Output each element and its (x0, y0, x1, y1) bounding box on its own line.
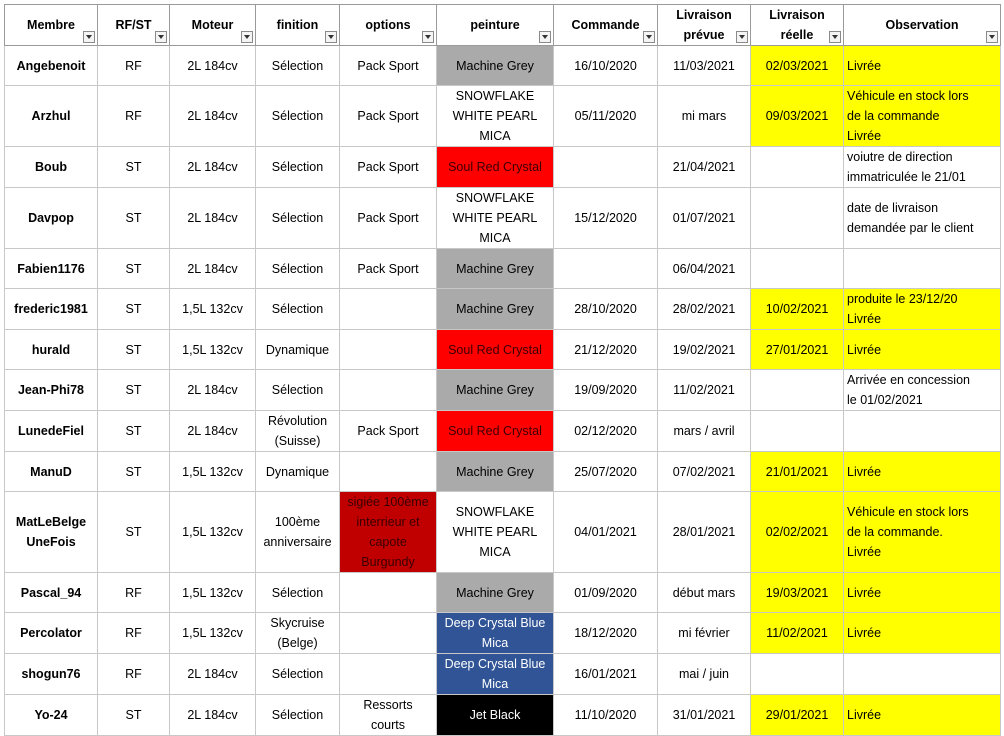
rfst-cell[interactable]: ST (98, 452, 170, 492)
member-cell[interactable]: LunedeFiel (5, 411, 98, 452)
table-row (5, 492, 1001, 573)
header-label: Membre (27, 18, 75, 32)
filter-dropdown-icon[interactable] (986, 31, 998, 43)
member-cell[interactable]: Pascal_94 (5, 573, 98, 613)
actual-delivery-cell[interactable] (751, 411, 844, 452)
options-cell[interactable] (340, 452, 437, 492)
member-cell[interactable]: hurald (5, 330, 98, 370)
rfst-cell[interactable]: ST (98, 188, 170, 249)
observation-cell[interactable]: Livrée (844, 330, 1001, 370)
actual-delivery-cell[interactable]: 11/02/2021 (751, 613, 844, 654)
trim-cell[interactable]: Sélection (256, 370, 340, 411)
trim-cell[interactable]: Sélection (256, 695, 340, 736)
actual-delivery-cell[interactable]: 27/01/2021 (751, 330, 844, 370)
paint-cell[interactable]: SNOWFLAKE WHITE PEARL MICA (437, 492, 554, 573)
member-cell[interactable]: Arzhul (5, 86, 98, 147)
actual-delivery-cell[interactable]: 10/02/2021 (751, 289, 844, 330)
trim-cell[interactable]: Dynamique (256, 330, 340, 370)
trim-cell[interactable]: 100ème anniversaire (256, 492, 340, 573)
paint-cell[interactable]: Deep Crystal Blue Mica (437, 613, 554, 654)
order-date-cell[interactable] (554, 249, 658, 289)
member-cell[interactable]: Fabien1176 (5, 249, 98, 289)
observation-cell[interactable]: voiutre de direction immatriculée le 21/01 (844, 147, 1001, 188)
column-header (340, 5, 437, 46)
paint-cell[interactable]: Jet Black (437, 695, 554, 736)
order-date-cell[interactable]: 04/01/2021 (554, 492, 658, 573)
column-header (844, 5, 1001, 46)
member-cell[interactable]: MatLeBelge UneFois (5, 492, 98, 573)
paint-cell[interactable]: Machine Grey (437, 452, 554, 492)
options-cell[interactable] (340, 573, 437, 613)
observation-cell[interactable]: produite le 23/12/20 Livrée (844, 289, 1001, 330)
member-cell[interactable]: shogun76 (5, 654, 98, 695)
trim-cell[interactable]: Sélection (256, 249, 340, 289)
actual-delivery-cell[interactable]: 21/01/2021 (751, 452, 844, 492)
header-label: finition (276, 18, 319, 32)
planned-delivery-cell[interactable]: 06/04/2021 (658, 249, 751, 289)
member-cell[interactable]: Davpop (5, 188, 98, 249)
planned-delivery-cell[interactable]: 28/02/2021 (658, 289, 751, 330)
table-row (5, 695, 1001, 736)
engine-cell[interactable]: 2L 184cv (170, 188, 256, 249)
order-date-cell[interactable]: 16/10/2020 (554, 46, 658, 86)
trim-cell[interactable]: Sélection (256, 654, 340, 695)
table-row (5, 411, 1001, 452)
order-date-cell[interactable]: 16/01/2021 (554, 654, 658, 695)
paint-cell[interactable]: Machine Grey (437, 573, 554, 613)
header-label: Livraison (769, 8, 825, 22)
header-label: Moteur (191, 18, 234, 32)
paint-cell[interactable]: Machine Grey (437, 370, 554, 411)
engine-cell[interactable]: 1,5L 132cv (170, 613, 256, 654)
observation-cell[interactable] (844, 654, 1001, 695)
engine-cell[interactable]: 1,5L 132cv (170, 289, 256, 330)
paint-cell[interactable]: Machine Grey (437, 289, 554, 330)
column-header (98, 5, 170, 46)
engine-cell[interactable]: 2L 184cv (170, 411, 256, 452)
table-row (5, 654, 1001, 695)
observation-cell[interactable]: Livrée (844, 613, 1001, 654)
filter-dropdown-icon[interactable] (83, 31, 95, 43)
table-row (5, 452, 1001, 492)
member-cell[interactable]: Angebenoit (5, 46, 98, 86)
planned-delivery-cell[interactable]: 11/02/2021 (658, 370, 751, 411)
planned-delivery-cell[interactable]: mi février (658, 613, 751, 654)
rfst-cell[interactable]: ST (98, 330, 170, 370)
planned-delivery-cell[interactable]: mai / juin (658, 654, 751, 695)
engine-cell[interactable]: 2L 184cv (170, 86, 256, 147)
observation-cell[interactable] (844, 249, 1001, 289)
trim-cell[interactable]: Sélection (256, 46, 340, 86)
rfst-cell[interactable]: ST (98, 695, 170, 736)
column-header (658, 5, 751, 46)
filter-dropdown-icon[interactable] (325, 31, 337, 43)
paint-cell[interactable]: Deep Crystal Blue Mica (437, 654, 554, 695)
planned-delivery-cell[interactable]: 31/01/2021 (658, 695, 751, 736)
paint-cell[interactable]: SNOWFLAKE WHITE PEARL MICA (437, 188, 554, 249)
actual-delivery-cell[interactable]: 09/03/2021 (751, 86, 844, 147)
options-cell[interactable]: Ressorts courts (340, 695, 437, 736)
actual-delivery-cell[interactable] (751, 370, 844, 411)
observation-cell[interactable]: Livrée (844, 452, 1001, 492)
table-row (5, 188, 1001, 249)
order-date-cell[interactable]: 11/10/2020 (554, 695, 658, 736)
planned-delivery-cell[interactable]: 21/04/2021 (658, 147, 751, 188)
filter-dropdown-icon[interactable] (736, 31, 748, 43)
paint-cell[interactable]: SNOWFLAKE WHITE PEARL MICA (437, 86, 554, 147)
engine-cell[interactable]: 1,5L 132cv (170, 573, 256, 613)
table-row (5, 46, 1001, 86)
actual-delivery-cell[interactable] (751, 147, 844, 188)
options-cell[interactable]: Pack Sport (340, 249, 437, 289)
rfst-cell[interactable]: RF (98, 86, 170, 147)
table-row (5, 573, 1001, 613)
header-label: Livraison (676, 8, 732, 22)
options-cell[interactable]: Pack Sport (340, 411, 437, 452)
options-cell[interactable]: Pack Sport (340, 46, 437, 86)
filter-dropdown-icon[interactable] (422, 31, 434, 43)
filter-dropdown-icon[interactable] (241, 31, 253, 43)
planned-delivery-cell[interactable]: mi mars (658, 86, 751, 147)
planned-delivery-cell[interactable]: 28/01/2021 (658, 492, 751, 573)
rfst-cell[interactable]: RF (98, 46, 170, 86)
observation-cell[interactable] (844, 411, 1001, 452)
options-cell[interactable]: Pack Sport (340, 86, 437, 147)
order-date-cell[interactable]: 05/11/2020 (554, 86, 658, 147)
actual-delivery-cell[interactable] (751, 249, 844, 289)
paint-cell[interactable]: Soul Red Crystal (437, 147, 554, 188)
column-header (5, 5, 98, 46)
engine-cell[interactable]: 2L 184cv (170, 147, 256, 188)
paint-cell[interactable]: Machine Grey (437, 249, 554, 289)
observation-cell[interactable]: Livrée (844, 695, 1001, 736)
member-cell[interactable]: Percolator (5, 613, 98, 654)
options-cell[interactable]: sigiée 100ème interrieur et capote Burgundy (340, 492, 437, 573)
header-label: prévue (683, 28, 725, 42)
trim-cell[interactable]: Sélection (256, 289, 340, 330)
planned-delivery-cell[interactable]: 11/03/2021 (658, 46, 751, 86)
planned-delivery-cell[interactable]: 19/02/2021 (658, 330, 751, 370)
actual-delivery-cell[interactable]: 02/03/2021 (751, 46, 844, 86)
order-date-cell[interactable]: 15/12/2020 (554, 188, 658, 249)
table-body (5, 46, 1001, 736)
order-date-cell[interactable]: 01/09/2020 (554, 573, 658, 613)
engine-cell[interactable]: 2L 184cv (170, 249, 256, 289)
header-label: options (365, 18, 411, 32)
member-cell[interactable]: Boub (5, 147, 98, 188)
member-cell[interactable]: ManuD (5, 452, 98, 492)
engine-cell[interactable]: 2L 184cv (170, 46, 256, 86)
order-date-cell[interactable]: 02/12/2020 (554, 411, 658, 452)
options-cell[interactable]: Pack Sport (340, 188, 437, 249)
actual-delivery-cell[interactable]: 19/03/2021 (751, 573, 844, 613)
rfst-cell[interactable]: ST (98, 249, 170, 289)
trim-cell[interactable]: Sélection (256, 188, 340, 249)
options-cell[interactable] (340, 330, 437, 370)
options-cell[interactable]: Pack Sport (340, 147, 437, 188)
member-cell[interactable]: frederic1981 (5, 289, 98, 330)
header-label: Observation (885, 18, 959, 32)
header-label: RF/ST (115, 18, 152, 32)
order-date-cell[interactable]: 28/10/2020 (554, 289, 658, 330)
engine-cell[interactable]: 2L 184cv (170, 370, 256, 411)
column-header (751, 5, 844, 46)
filter-dropdown-icon[interactable] (155, 31, 167, 43)
observation-cell[interactable]: Arrivée en concession le 01/02/2021 (844, 370, 1001, 411)
trim-cell[interactable]: Sélection (256, 147, 340, 188)
table-row (5, 147, 1001, 188)
options-cell[interactable] (340, 370, 437, 411)
engine-cell[interactable]: 2L 184cv (170, 695, 256, 736)
filter-dropdown-icon[interactable] (539, 31, 551, 43)
table-row (5, 330, 1001, 370)
planned-delivery-cell[interactable]: 07/02/2021 (658, 452, 751, 492)
observation-cell[interactable]: date de livraison demandée par le client (844, 188, 1001, 249)
table-row (5, 86, 1001, 147)
trim-cell[interactable]: Skycruise (Belge) (256, 613, 340, 654)
rfst-cell[interactable]: ST (98, 289, 170, 330)
header-row (5, 5, 1001, 46)
column-header (256, 5, 340, 46)
rfst-cell[interactable]: RF (98, 613, 170, 654)
planned-delivery-cell[interactable]: début mars (658, 573, 751, 613)
trim-cell[interactable]: Dynamique (256, 452, 340, 492)
options-cell[interactable] (340, 613, 437, 654)
table-row (5, 249, 1001, 289)
actual-delivery-cell[interactable]: 29/01/2021 (751, 695, 844, 736)
filter-dropdown-icon[interactable] (829, 31, 841, 43)
options-cell[interactable] (340, 289, 437, 330)
table-row (5, 289, 1001, 330)
observation-cell[interactable]: Véhicule en stock lors de la commande Livrée (844, 86, 1001, 147)
header-label: Commande (571, 18, 640, 32)
engine-cell[interactable]: 2L 184cv (170, 654, 256, 695)
order-date-cell[interactable]: 18/12/2020 (554, 613, 658, 654)
paint-cell[interactable]: Machine Grey (437, 46, 554, 86)
observation-cell[interactable]: Livrée (844, 46, 1001, 86)
delivery-table (4, 4, 1001, 736)
rfst-cell[interactable]: RF (98, 654, 170, 695)
rfst-cell[interactable]: ST (98, 370, 170, 411)
table-row (5, 613, 1001, 654)
actual-delivery-cell[interactable] (751, 188, 844, 249)
paint-cell[interactable]: Soul Red Crystal (437, 330, 554, 370)
member-cell[interactable]: Yo-24 (5, 695, 98, 736)
rfst-cell[interactable]: ST (98, 147, 170, 188)
trim-cell[interactable]: Sélection (256, 86, 340, 147)
order-date-cell[interactable]: 19/09/2020 (554, 370, 658, 411)
actual-delivery-cell[interactable] (751, 654, 844, 695)
engine-cell[interactable]: 1,5L 132cv (170, 330, 256, 370)
rfst-cell[interactable]: ST (98, 411, 170, 452)
observation-cell[interactable]: Véhicule en stock lors de la commande. Livrée (844, 492, 1001, 573)
engine-cell[interactable]: 1,5L 132cv (170, 492, 256, 573)
rfst-cell[interactable]: RF (98, 573, 170, 613)
options-cell[interactable] (340, 654, 437, 695)
header-label: réelle (780, 28, 814, 42)
header-label: peinture (470, 18, 520, 32)
engine-cell[interactable]: 1,5L 132cv (170, 452, 256, 492)
column-header (170, 5, 256, 46)
column-header (437, 5, 554, 46)
order-date-cell[interactable]: 25/07/2020 (554, 452, 658, 492)
planned-delivery-cell[interactable]: mars / avril (658, 411, 751, 452)
table-row (5, 370, 1001, 411)
order-date-cell[interactable] (554, 147, 658, 188)
order-date-cell[interactable]: 21/12/2020 (554, 330, 658, 370)
observation-cell[interactable]: Livrée (844, 573, 1001, 613)
filter-dropdown-icon[interactable] (643, 31, 655, 43)
rfst-cell[interactable]: ST (98, 492, 170, 573)
trim-cell[interactable]: Sélection (256, 573, 340, 613)
trim-cell[interactable]: Révolution (Suisse) (256, 411, 340, 452)
column-header (554, 5, 658, 46)
actual-delivery-cell[interactable]: 02/02/2021 (751, 492, 844, 573)
member-cell[interactable]: Jean-Phi78 (5, 370, 98, 411)
paint-cell[interactable]: Soul Red Crystal (437, 411, 554, 452)
planned-delivery-cell[interactable]: 01/07/2021 (658, 188, 751, 249)
